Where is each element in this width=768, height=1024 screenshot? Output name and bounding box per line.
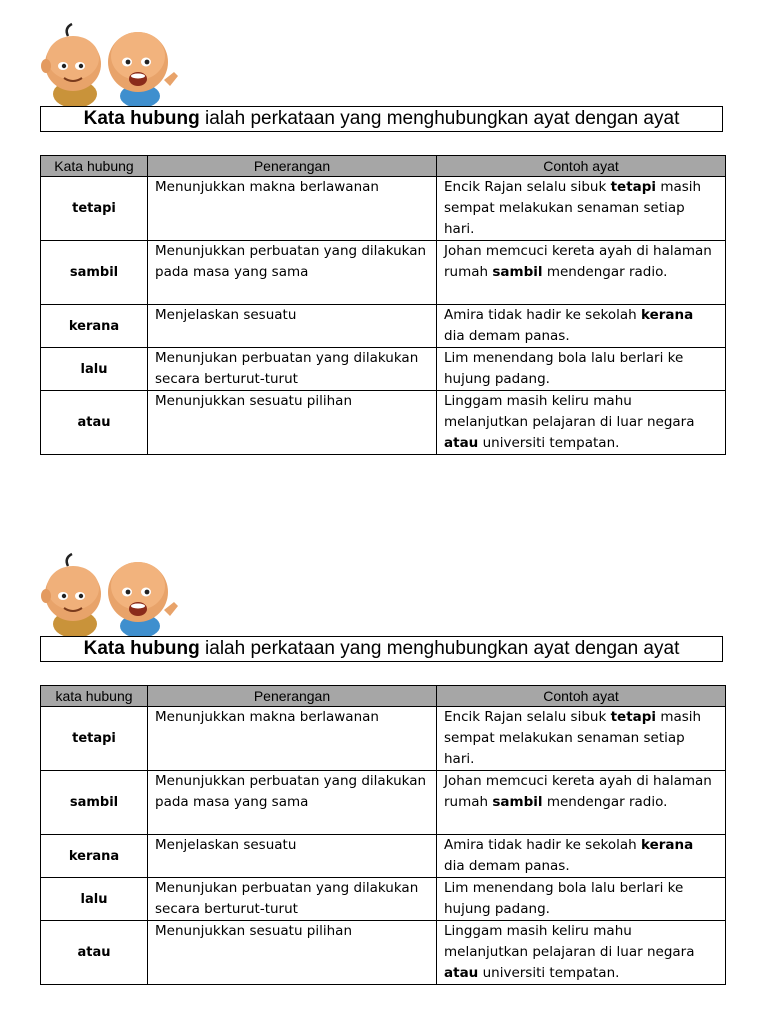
penerangan-cell: Menunjukkan sesuatu pilihan bbox=[148, 391, 437, 455]
penerangan-cell: Menunjukkan perbuatan yang dilakukan pada masa yang sama bbox=[148, 241, 437, 305]
header-penerangan: Penerangan bbox=[148, 156, 437, 177]
definition-title-box bbox=[40, 106, 723, 132]
header-contoh-ayat: Contoh ayat bbox=[437, 156, 726, 177]
kata-hubung-cell: kerana bbox=[41, 305, 148, 348]
contoh-ayat-cell: Amira tidak hadir ke sekolah kerana dia demam panas. bbox=[437, 305, 726, 348]
penerangan-cell: Menunjukkan makna berlawanan bbox=[148, 707, 437, 771]
table-header-row bbox=[41, 156, 726, 177]
boy-right-figure bbox=[108, 562, 178, 636]
penerangan-cell: Menjelaskan sesuatu bbox=[148, 305, 437, 348]
kata-hubung-cell: tetapi bbox=[41, 177, 148, 241]
table-row bbox=[41, 348, 726, 391]
penerangan-cell: Menunjukan perbuatan yang dilakukan secara berturut-turut bbox=[148, 348, 437, 391]
table-row bbox=[41, 305, 726, 348]
conjunction-table bbox=[40, 155, 726, 455]
contoh-ayat-cell: Amira tidak hadir ke sekolah kerana dia demam panas. bbox=[437, 835, 726, 878]
table-row bbox=[41, 391, 726, 455]
table-row bbox=[41, 177, 726, 241]
contoh-ayat-cell: Linggam masih keliru mahu melanjutkan pelajaran di luar negara atau universiti tempatan. bbox=[437, 391, 726, 455]
contoh-ayat-cell: Encik Rajan selalu sibuk tetapi masih sempat melakukan senaman setiap hari. bbox=[437, 177, 726, 241]
penerangan-cell: Menunjukkan makna berlawanan bbox=[148, 177, 437, 241]
mascots-illustration bbox=[40, 552, 185, 632]
table-row bbox=[41, 921, 726, 985]
title-bold: Kata hubung bbox=[83, 638, 200, 659]
header-kata-hubung: Kata hubung bbox=[41, 156, 148, 177]
boy-left-figure bbox=[41, 24, 101, 106]
table-row bbox=[41, 771, 726, 835]
contoh-ayat-cell: Johan memcuci kereta ayah di halaman rumah sambil mendengar radio. bbox=[437, 241, 726, 305]
table-row bbox=[41, 835, 726, 878]
contoh-ayat-cell: Linggam masih keliru mahu melanjutkan pelajaran di luar negara atau universiti tempatan. bbox=[437, 921, 726, 985]
header-kata-hubung: kata hubung bbox=[41, 686, 148, 707]
title-rest: ialah perkataan yang menghubungkan ayat dengan ayat bbox=[199, 108, 680, 129]
contoh-ayat-cell: Lim menendang bola lalu berlari ke hujung padang. bbox=[437, 348, 726, 391]
kata-hubung-cell: sambil bbox=[41, 241, 148, 305]
penerangan-cell: Menunjukkan sesuatu pilihan bbox=[148, 921, 437, 985]
boy-right-figure bbox=[108, 32, 178, 106]
kata-hubung-cell: lalu bbox=[41, 348, 148, 391]
title-bold: Kata hubung bbox=[83, 108, 200, 129]
kata-hubung-cell: sambil bbox=[41, 771, 148, 835]
table-row bbox=[41, 878, 726, 921]
kata-hubung-cell: tetapi bbox=[41, 707, 148, 771]
boy-left-figure bbox=[41, 554, 101, 636]
penerangan-cell: Menjelaskan sesuatu bbox=[148, 835, 437, 878]
table-row bbox=[41, 707, 726, 771]
contoh-ayat-cell: Encik Rajan selalu sibuk tetapi masih sempat melakukan senaman setiap hari. bbox=[437, 707, 726, 771]
kata-hubung-cell: atau bbox=[41, 391, 148, 455]
table-row bbox=[41, 241, 726, 305]
contoh-ayat-cell: Lim menendang bola lalu berlari ke hujung padang. bbox=[437, 878, 726, 921]
kata-hubung-cell: atau bbox=[41, 921, 148, 985]
header-penerangan: Penerangan bbox=[148, 686, 437, 707]
definition-title-box bbox=[40, 636, 723, 662]
kata-hubung-cell: lalu bbox=[41, 878, 148, 921]
title-rest: ialah perkataan yang menghubungkan ayat dengan ayat bbox=[199, 638, 680, 659]
table-header-row bbox=[41, 686, 726, 707]
mascots-illustration bbox=[40, 22, 185, 102]
contoh-ayat-cell: Johan memcuci kereta ayah di halaman rumah sambil mendengar radio. bbox=[437, 771, 726, 835]
penerangan-cell: Menunjukan perbuatan yang dilakukan secara berturut-turut bbox=[148, 878, 437, 921]
conjunction-table bbox=[40, 685, 726, 985]
kata-hubung-cell: kerana bbox=[41, 835, 148, 878]
header-contoh-ayat: Contoh ayat bbox=[437, 686, 726, 707]
penerangan-cell: Menunjukkan perbuatan yang dilakukan pada masa yang sama bbox=[148, 771, 437, 835]
